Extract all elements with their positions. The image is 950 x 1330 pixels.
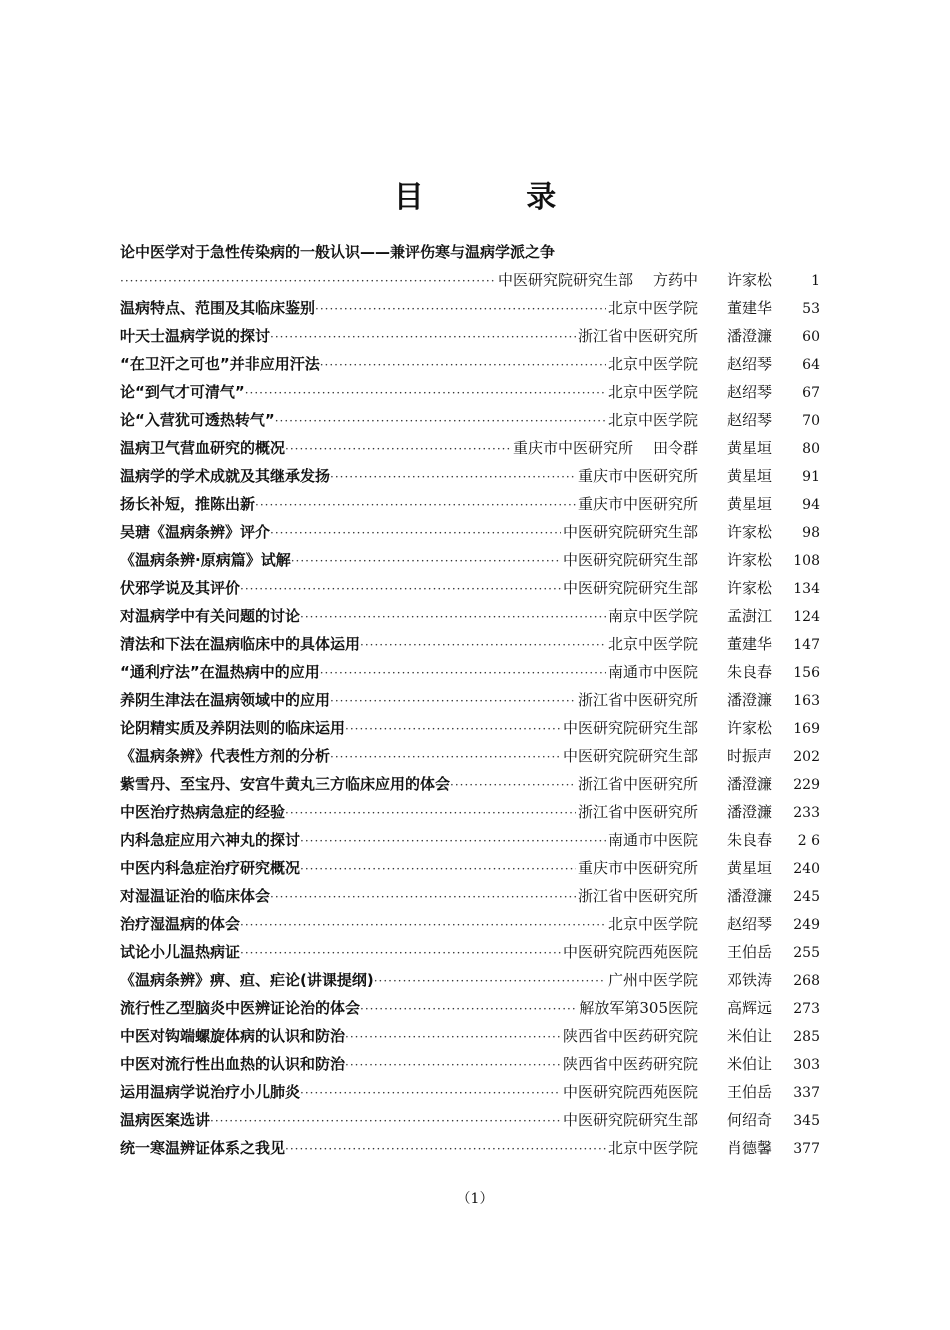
entry-institution: 北京中医学院 xyxy=(607,355,698,373)
entry-page-number: 80 xyxy=(802,441,820,457)
entry-institution: 中医研究院研究生部 xyxy=(562,747,698,765)
toc-row xyxy=(120,854,820,882)
entry-author: 朱良春 xyxy=(726,663,772,681)
entry-page-number: 169 xyxy=(793,721,820,737)
entry-page-number: 303 xyxy=(793,1057,820,1073)
toc-entry xyxy=(120,238,820,294)
toc-entry xyxy=(120,1106,820,1134)
entry-institution: 中医研究院研究生部 xyxy=(562,551,698,569)
toc-row xyxy=(120,938,820,966)
entry-institution: 浙江省中医研究所 xyxy=(577,775,698,793)
dot-leader xyxy=(285,435,511,463)
dot-leader xyxy=(120,267,496,295)
entry-title: 运用温病学说治疗小儿肺炎 xyxy=(120,1083,301,1101)
dot-leader xyxy=(320,659,606,687)
entry-title: 叶天士温病学说的探讨 xyxy=(120,327,271,345)
entry-page-number: 134 xyxy=(793,581,820,597)
toc-row xyxy=(120,798,820,826)
toc-row xyxy=(120,686,820,714)
dot-leader xyxy=(275,407,606,435)
entry-title: 温病学的学术成就及其继承发扬 xyxy=(120,467,331,485)
toc-row xyxy=(120,910,820,938)
entry-author: 何绍奇 xyxy=(726,1111,772,1129)
toc-row xyxy=(120,966,820,994)
toc-entry xyxy=(120,882,820,910)
entry-title: 《温病条辨·原病篇》试解 xyxy=(120,551,291,569)
toc-row xyxy=(120,406,820,434)
toc-entry xyxy=(120,434,820,462)
entry-page-number: 229 xyxy=(793,777,820,793)
entry-author: 米伯让 xyxy=(726,1055,772,1073)
toc-row xyxy=(120,322,820,350)
entry-institution: 中医研究院研究生部 xyxy=(562,1111,698,1129)
toc-row xyxy=(120,602,820,630)
toc-entry xyxy=(120,770,820,798)
entry-institution: 中医研究院西苑医院 xyxy=(562,1083,698,1101)
dot-leader xyxy=(210,1107,561,1135)
entry-institution: 中医研究院研究生部 xyxy=(562,579,698,597)
entry-title: “通利疗法”在温热病中的应用 xyxy=(120,663,320,681)
entry-author: 潘澄濂 xyxy=(726,887,772,905)
entry-page-number: 268 xyxy=(793,973,820,989)
dot-leader xyxy=(270,323,576,351)
toc-row xyxy=(120,770,820,798)
toc-row xyxy=(120,1050,820,1078)
toc-entry xyxy=(120,1134,820,1162)
entry-page-number: 108 xyxy=(793,553,820,569)
dot-leader xyxy=(255,491,576,519)
toc-row xyxy=(120,350,820,378)
toc-row xyxy=(120,826,820,854)
dot-leader xyxy=(245,379,606,407)
entry-title: 温病医案选讲 xyxy=(120,1111,211,1129)
toc-row xyxy=(120,546,820,574)
entry-institution: 北京中医学院 xyxy=(607,299,698,317)
entry-author: 潘澄濂 xyxy=(726,775,772,793)
entry-page-number: 249 xyxy=(793,917,820,933)
entry-page-number: 337 xyxy=(793,1085,820,1101)
entry-page-number: 285 xyxy=(793,1029,820,1045)
entry-title: 伏邪学说及其评价 xyxy=(120,579,241,597)
toc-row xyxy=(120,630,820,658)
entry-institution: 北京中医学院 xyxy=(607,383,698,401)
toc-row xyxy=(120,574,820,602)
dot-leader xyxy=(330,743,561,771)
entry-author: 潘澄濂 xyxy=(726,691,772,709)
entry-page-number: 94 xyxy=(802,497,820,513)
entry-author: 米伯让 xyxy=(726,1027,772,1045)
dot-leader xyxy=(300,1079,561,1107)
toc-entry xyxy=(120,798,820,826)
entry-author: 孟澍江 xyxy=(726,607,772,625)
table-of-contents xyxy=(120,238,820,1162)
entry-author: 赵绍琴 xyxy=(726,411,772,429)
entry-author: 时振声 xyxy=(726,747,772,765)
entry-institution: 浙江省中医研究所 xyxy=(577,327,698,345)
entry-author: 朱良春 xyxy=(726,831,772,849)
entry-coauthor: 田令群 xyxy=(652,439,698,457)
dot-leader xyxy=(330,687,576,715)
entry-institution: 南通市中医院 xyxy=(607,663,698,681)
toc-entry xyxy=(120,294,820,322)
entry-coauthor: 方药中 xyxy=(652,271,698,289)
entry-title: 中医对钩端螺旋体病的认识和防治 xyxy=(120,1027,346,1045)
toc-row xyxy=(120,1106,820,1134)
entry-author: 许家松 xyxy=(726,523,772,541)
toc-row xyxy=(120,490,820,518)
toc-row xyxy=(120,994,820,1022)
entry-institution: 北京中医学院 xyxy=(607,915,698,933)
toc-row xyxy=(120,462,820,490)
entry-author: 王伯岳 xyxy=(726,943,772,961)
entry-institution: 重庆市中医研究所 xyxy=(512,439,633,457)
entry-author: 黄星垣 xyxy=(726,439,772,457)
toc-entry xyxy=(120,854,820,882)
dot-leader xyxy=(345,715,561,743)
toc-entry xyxy=(120,994,820,1022)
entry-page-number: 377 xyxy=(793,1141,820,1157)
dot-leader xyxy=(285,799,576,827)
entry-author: 许家松 xyxy=(726,719,772,737)
entry-institution: 陕西省中医药研究院 xyxy=(562,1055,698,1073)
entry-page-number: 67 xyxy=(802,385,820,401)
toc-entry xyxy=(120,350,820,378)
entry-institution: 浙江省中医研究所 xyxy=(577,803,698,821)
dot-leader xyxy=(240,911,606,939)
entry-institution: 浙江省中医研究所 xyxy=(577,691,698,709)
toc-row xyxy=(120,1134,820,1162)
dot-leader xyxy=(240,939,561,967)
page-number: （1） xyxy=(456,1191,494,1207)
entry-title: 温病特点、范围及其临床鉴别 xyxy=(120,299,316,317)
entry-author: 许家松 xyxy=(726,551,772,569)
entry-title: 治疗湿温病的体会 xyxy=(120,915,241,933)
entry-page-number: 91 xyxy=(802,469,820,485)
toc-row xyxy=(120,658,820,686)
toc-entry xyxy=(120,378,820,406)
entry-institution: 南通市中医院 xyxy=(607,831,698,849)
toc-entry xyxy=(120,686,820,714)
entry-author: 高辉远 xyxy=(726,999,772,1017)
entry-title: 《温病条辨》代表性方剂的分析 xyxy=(120,747,331,765)
dot-leader xyxy=(320,351,606,379)
entry-page-number: 98 xyxy=(802,525,820,541)
entry-page-number: 240 xyxy=(793,861,820,877)
entry-page-number: 2 6 xyxy=(797,833,820,849)
toc-entry xyxy=(120,826,820,854)
toc-row xyxy=(120,518,820,546)
entry-title: 中医治疗热病急症的经验 xyxy=(120,803,286,821)
entry-title: 《温病条辨》痹、疸、疟论(讲课提纲) xyxy=(120,971,374,989)
entry-title: 论“到气才可清气” xyxy=(120,383,245,401)
entry-page-number: 255 xyxy=(793,945,820,961)
dot-leader xyxy=(345,1051,561,1079)
toc-entry xyxy=(120,518,820,546)
entry-page-number: 124 xyxy=(793,609,820,625)
entry-title: 中医内科急症治疗研究概况 xyxy=(120,859,301,877)
toc-row xyxy=(120,742,820,770)
toc-entry xyxy=(120,742,820,770)
toc-row xyxy=(120,714,820,742)
entry-page-number: 245 xyxy=(793,889,820,905)
toc-entry xyxy=(120,322,820,350)
entry-author: 赵绍琴 xyxy=(726,915,772,933)
entry-title: 养阴生津法在温病领域中的应用 xyxy=(120,691,331,709)
entry-title: 吴瑭《温病条辨》评介 xyxy=(120,523,271,541)
entry-title: 试论小儿温热病证 xyxy=(120,943,241,961)
toc-row xyxy=(120,378,820,406)
toc-entry xyxy=(120,546,820,574)
toc-row xyxy=(120,882,820,910)
entry-page-number: 345 xyxy=(793,1113,820,1129)
entry-title: 温病卫气营血研究的概况 xyxy=(120,439,286,457)
entry-title: 中医对流行性出血热的认识和防治 xyxy=(120,1055,346,1073)
toc-row xyxy=(120,434,820,462)
entry-page-number: 1 xyxy=(811,273,820,289)
dot-leader xyxy=(300,603,606,631)
entry-page-number: 202 xyxy=(793,749,820,765)
entry-author: 黄星垣 xyxy=(726,467,772,485)
toc-row xyxy=(120,1078,820,1106)
entry-title: 对湿温证治的临床体会 xyxy=(120,887,271,905)
entry-page-number: 233 xyxy=(793,805,820,821)
dot-leader xyxy=(270,883,576,911)
entry-institution: 浙江省中医研究所 xyxy=(577,887,698,905)
entry-title: 论“入营犹可透热转气” xyxy=(120,411,275,429)
entry-author: 董建华 xyxy=(726,635,772,653)
toc-row xyxy=(120,1022,820,1050)
entry-author: 黄星垣 xyxy=(726,495,772,513)
dot-leader xyxy=(360,631,606,659)
entry-institution: 中医研究院研究生部 xyxy=(562,523,698,541)
dot-leader xyxy=(300,827,606,855)
toc-entry xyxy=(120,406,820,434)
toc-entry xyxy=(120,1022,820,1050)
entry-title: 扬长补短，推陈出新 xyxy=(120,495,256,513)
toc-entry xyxy=(120,658,820,686)
entry-institution: 重庆市中医研究所 xyxy=(577,467,698,485)
entry-author: 许家松 xyxy=(726,271,772,289)
entry-title: 清法和下法在温病临床中的具体运用 xyxy=(120,635,361,653)
toc-entry xyxy=(120,462,820,490)
entry-institution: 南京中医学院 xyxy=(607,607,698,625)
entry-author: 潘澄濂 xyxy=(726,803,772,821)
dot-leader xyxy=(345,1023,561,1051)
entry-page-number: 163 xyxy=(793,693,820,709)
entry-institution: 北京中医学院 xyxy=(607,411,698,429)
entry-institution: 北京中医学院 xyxy=(607,1139,698,1157)
dot-leader xyxy=(374,967,606,995)
toc-entry xyxy=(120,938,820,966)
entry-page-number: 60 xyxy=(802,329,820,345)
entry-page-number: 156 xyxy=(793,665,820,681)
entry-author: 许家松 xyxy=(726,579,772,597)
entry-page-number: 53 xyxy=(802,301,820,317)
dot-leader xyxy=(291,547,561,575)
entry-author: 黄星垣 xyxy=(726,859,772,877)
entry-institution: 重庆市中医研究所 xyxy=(577,495,698,513)
dot-leader xyxy=(240,575,561,603)
dot-leader xyxy=(270,519,561,547)
entry-title: 论阴精实质及养阴法则的临床运用 xyxy=(120,719,346,737)
entry-author: 潘澄濂 xyxy=(726,327,772,345)
entry-title: 统一寒温辨证体系之我见 xyxy=(120,1139,286,1157)
toc-row xyxy=(120,294,820,322)
entry-page-number: 64 xyxy=(802,357,820,373)
entry-page-number: 147 xyxy=(793,637,820,653)
dot-leader xyxy=(285,1135,606,1163)
entry-title: 内科急症应用六神丸的探讨 xyxy=(120,831,301,849)
entry-author: 董建华 xyxy=(726,299,772,317)
entry-institution: 北京中医学院 xyxy=(607,635,698,653)
entry-author: 肖德馨 xyxy=(726,1139,772,1157)
dot-leader xyxy=(360,995,577,1023)
entry-page-number: 273 xyxy=(793,1001,820,1017)
entry-institution: 中医研究院研究生部 xyxy=(497,271,633,289)
toc-entry xyxy=(120,910,820,938)
dot-leader xyxy=(300,855,576,883)
page-title: 目 录 xyxy=(393,180,603,215)
dot-leader xyxy=(330,463,576,491)
dot-leader xyxy=(315,295,606,323)
toc-entry xyxy=(120,602,820,630)
entry-page-number: 70 xyxy=(802,413,820,429)
entry-institution: 解放军第305医院 xyxy=(579,999,698,1017)
entry-title: 对温病学中有关问题的讨论 xyxy=(120,607,301,625)
toc-entry xyxy=(120,1078,820,1106)
entry-author: 赵绍琴 xyxy=(726,383,772,401)
entry-author: 邓铁涛 xyxy=(726,971,772,989)
toc-entry xyxy=(120,1050,820,1078)
entry-institution: 广州中医学院 xyxy=(607,971,698,989)
toc-entry xyxy=(120,714,820,742)
entry-institution: 重庆市中医研究所 xyxy=(577,859,698,877)
toc-entry xyxy=(120,630,820,658)
entry-institution: 中医研究院研究生部 xyxy=(562,719,698,737)
entry-author: 赵绍琴 xyxy=(726,355,772,373)
entry-title: “在卫汗之可也”并非应用汗法 xyxy=(120,355,320,373)
entry-institution: 中医研究院西苑医院 xyxy=(562,943,698,961)
toc-entry xyxy=(120,490,820,518)
entry-title: 紫雪丹、至宝丹、安宫牛黄丸三方临床应用的体会 xyxy=(120,775,451,793)
dot-leader xyxy=(450,771,576,799)
entry-author: 王伯岳 xyxy=(726,1083,772,1101)
toc-row xyxy=(120,266,820,294)
entry-institution: 陕西省中医药研究院 xyxy=(562,1027,698,1045)
toc-entry xyxy=(120,966,820,994)
entry-title: 论中医学对于急性传染病的一般认识——兼评伤寒与温病学派之争 xyxy=(120,243,556,261)
toc-entry xyxy=(120,574,820,602)
entry-title: 流行性乙型脑炎中医辨证论治的体会 xyxy=(120,999,361,1017)
